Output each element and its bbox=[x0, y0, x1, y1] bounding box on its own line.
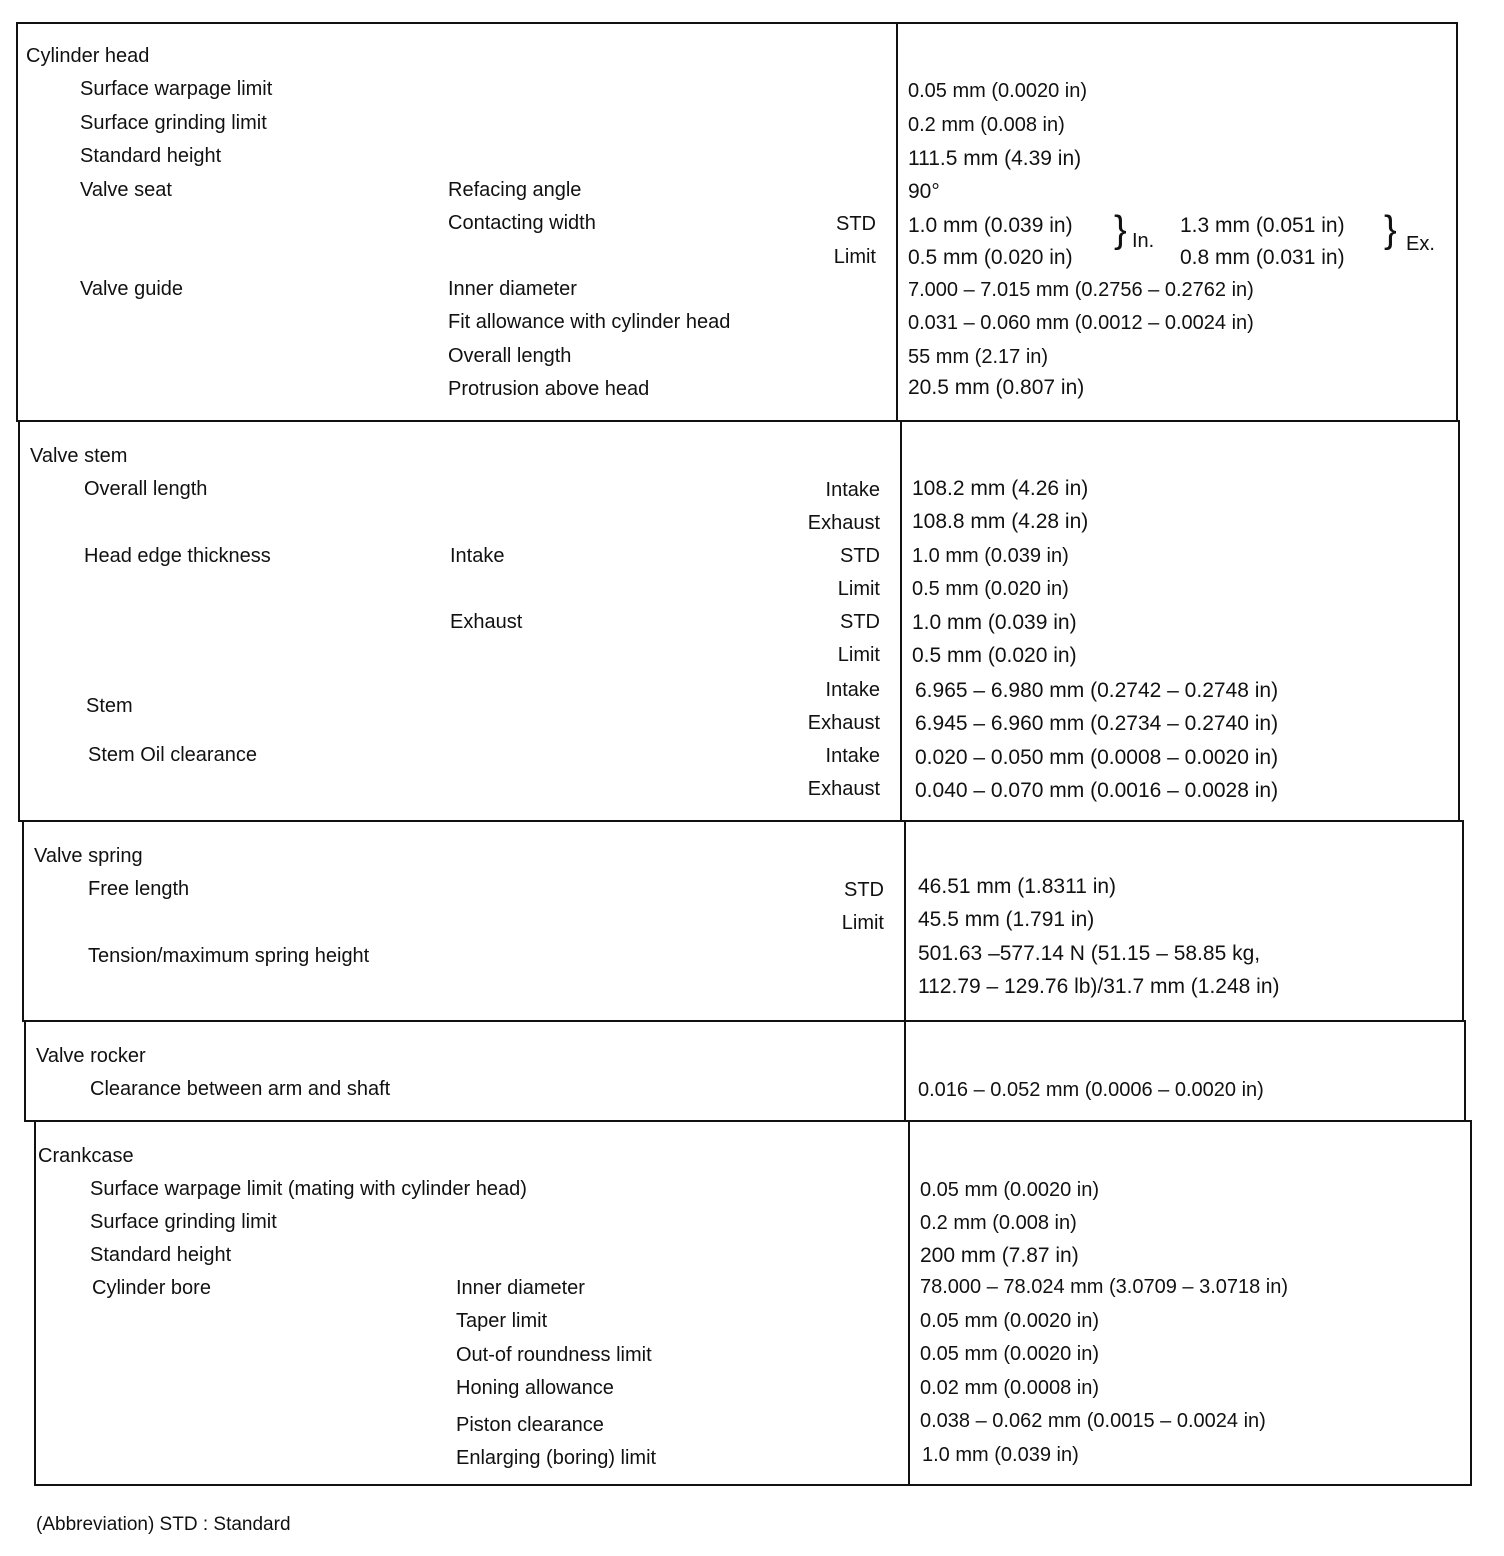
spec-label: Valve guide bbox=[80, 278, 184, 300]
intake-label: Intake bbox=[825, 479, 880, 501]
spec-value: 0.016 – 0.052 mm (0.0006 – 0.0020 in) bbox=[918, 1079, 1264, 1101]
cylinder-head-section bbox=[16, 22, 1458, 422]
column-divider bbox=[908, 1122, 910, 1484]
limit-label: Limit bbox=[833, 246, 876, 268]
spec-value: 0.031 – 0.060 mm (0.0012 – 0.0024 in) bbox=[908, 312, 1254, 334]
spec-value: 112.79 – 129.76 lb)/31.7 mm (1.248 in) bbox=[918, 975, 1280, 998]
spec-label: Cylinder bore bbox=[92, 1277, 211, 1299]
intake-marker: In. bbox=[1132, 230, 1155, 252]
brace-symbol: } bbox=[1384, 209, 1397, 251]
brace-symbol: } bbox=[1114, 209, 1127, 251]
valve-spring-section bbox=[22, 820, 1464, 1022]
abbreviation-note: (Abbreviation) STD : Standard bbox=[36, 1514, 291, 1535]
section-title: Valve rocker bbox=[36, 1045, 146, 1067]
spec-value: 501.63 –577.14 N (51.15 – 58.85 kg, bbox=[918, 942, 1261, 965]
spec-value: 0.02 mm (0.0008 in) bbox=[920, 1377, 1099, 1399]
section-title: Cylinder head bbox=[26, 45, 150, 67]
spec-value: 55 mm (2.17 in) bbox=[908, 346, 1049, 368]
spec-value: 0.05 mm (0.0020 in) bbox=[920, 1310, 1099, 1332]
spec-label: Surface warpage limit (mating with cylinder head) bbox=[90, 1178, 527, 1200]
std-label: STD bbox=[836, 213, 876, 235]
section-title: Valve stem bbox=[30, 445, 128, 467]
column-divider bbox=[900, 422, 902, 820]
spec-sublabel: Out-of roundness limit bbox=[456, 1344, 652, 1366]
spec-label: Stem Oil clearance bbox=[88, 744, 257, 766]
spec-value: 108.2 mm (4.26 in) bbox=[912, 477, 1089, 500]
spec-sublabel: Protrusion above head bbox=[448, 378, 650, 400]
spec-label: Surface grinding limit bbox=[90, 1211, 277, 1233]
spec-value: 6.965 – 6.980 mm (0.2742 – 0.2748 in) bbox=[915, 679, 1279, 702]
spec-value: 0.5 mm (0.020 in) bbox=[908, 246, 1073, 269]
spec-sublabel: Intake bbox=[450, 545, 505, 567]
column-divider bbox=[904, 822, 906, 1020]
std-label: STD bbox=[840, 611, 880, 633]
limit-label: Limit bbox=[841, 912, 884, 934]
exhaust-marker: Ex. bbox=[1406, 233, 1435, 255]
spec-sublabel: Overall length bbox=[448, 345, 572, 367]
spec-value: 0.05 mm (0.0020 in) bbox=[920, 1179, 1099, 1201]
spec-value: 0.2 mm (0.008 in) bbox=[908, 114, 1065, 136]
std-label: STD bbox=[840, 545, 880, 567]
spec-value: 1.0 mm (0.039 in) bbox=[922, 1444, 1079, 1466]
limit-label: Limit bbox=[837, 644, 880, 666]
spec-sublabel: Taper limit bbox=[456, 1310, 548, 1332]
spec-value: 1.0 mm (0.039 in) bbox=[912, 545, 1069, 567]
valve-stem-section bbox=[18, 420, 1460, 822]
spec-value: 46.51 mm (1.8311 in) bbox=[918, 875, 1117, 898]
spec-value: 200 mm (7.87 in) bbox=[920, 1244, 1079, 1267]
spec-label: Surface grinding limit bbox=[80, 112, 267, 134]
intake-label: Intake bbox=[825, 679, 880, 701]
spec-value: 0.5 mm (0.020 in) bbox=[912, 578, 1069, 600]
spec-sublabel: Exhaust bbox=[450, 611, 523, 633]
spec-value: 1.3 mm (0.051 in) bbox=[1180, 214, 1345, 237]
spec-value: 0.020 – 0.050 mm (0.0008 – 0.0020 in) bbox=[915, 746, 1279, 769]
spec-sublabel: Refacing angle bbox=[448, 179, 582, 201]
spec-value: 108.8 mm (4.28 in) bbox=[912, 510, 1089, 533]
limit-label: Limit bbox=[837, 578, 880, 600]
spec-label: Head edge thickness bbox=[84, 545, 271, 567]
spec-value: 1.0 mm (0.039 in) bbox=[908, 214, 1073, 237]
spec-label: Valve seat bbox=[80, 179, 172, 201]
spec-value: 111.5 mm (4.39 in) bbox=[908, 147, 1082, 170]
spec-value: 6.945 – 6.960 mm (0.2734 – 0.2740 in) bbox=[915, 712, 1279, 735]
spec-value: 1.0 mm (0.039 in) bbox=[912, 611, 1077, 634]
valve-rocker-section bbox=[24, 1020, 1466, 1122]
spec-value: 78.000 – 78.024 mm (3.0709 – 3.0718 in) bbox=[920, 1276, 1289, 1298]
spec-label: Standard height bbox=[80, 145, 222, 167]
spec-sublabel: Inner diameter bbox=[456, 1277, 585, 1299]
exhaust-label: Exhaust bbox=[807, 512, 880, 534]
spec-sublabel: Honing allowance bbox=[456, 1377, 614, 1399]
spec-sublabel: Contacting width bbox=[448, 212, 596, 234]
spec-label: Overall length bbox=[84, 478, 208, 500]
spec-value: 0.038 – 0.062 mm (0.0015 – 0.0024 in) bbox=[920, 1410, 1266, 1432]
column-divider bbox=[904, 1022, 906, 1120]
spec-label: Tension/maximum spring height bbox=[88, 945, 370, 967]
spec-value: 0.05 mm (0.0020 in) bbox=[908, 80, 1087, 102]
spec-value: 7.000 – 7.015 mm (0.2756 – 0.2762 in) bbox=[908, 279, 1254, 301]
exhaust-label: Exhaust bbox=[807, 778, 880, 800]
crankcase-section bbox=[34, 1120, 1472, 1486]
exhaust-label: Exhaust bbox=[807, 712, 880, 734]
spec-label: Clearance between arm and shaft bbox=[90, 1078, 391, 1100]
spec-value: 90° bbox=[908, 180, 940, 203]
column-divider bbox=[896, 24, 898, 420]
spec-sublabel: Fit allowance with cylinder head bbox=[448, 311, 731, 333]
spec-value: 45.5 mm (1.791 in) bbox=[918, 908, 1095, 931]
spec-sublabel: Enlarging (boring) limit bbox=[456, 1447, 657, 1469]
spec-sublabel: Piston clearance bbox=[456, 1414, 604, 1436]
spec-label: Standard height bbox=[90, 1244, 232, 1266]
spec-sublabel: Inner diameter bbox=[448, 278, 577, 300]
spec-value: 0.05 mm (0.0020 in) bbox=[920, 1343, 1099, 1365]
section-title: Valve spring bbox=[34, 845, 143, 867]
spec-value: 0.5 mm (0.020 in) bbox=[912, 644, 1077, 667]
section-title: Crankcase bbox=[38, 1145, 134, 1167]
std-label: STD bbox=[844, 879, 884, 901]
spec-label: Stem bbox=[86, 695, 133, 717]
spec-value: 0.040 – 0.070 mm (0.0016 – 0.0028 in) bbox=[915, 779, 1279, 802]
spec-value: 20.5 mm (0.807 in) bbox=[908, 376, 1085, 399]
spec-value: 0.8 mm (0.031 in) bbox=[1180, 246, 1345, 269]
spec-label: Free length bbox=[88, 878, 190, 900]
spec-label: Surface warpage limit bbox=[80, 78, 273, 100]
intake-label: Intake bbox=[825, 745, 880, 767]
spec-value: 0.2 mm (0.008 in) bbox=[920, 1212, 1077, 1234]
